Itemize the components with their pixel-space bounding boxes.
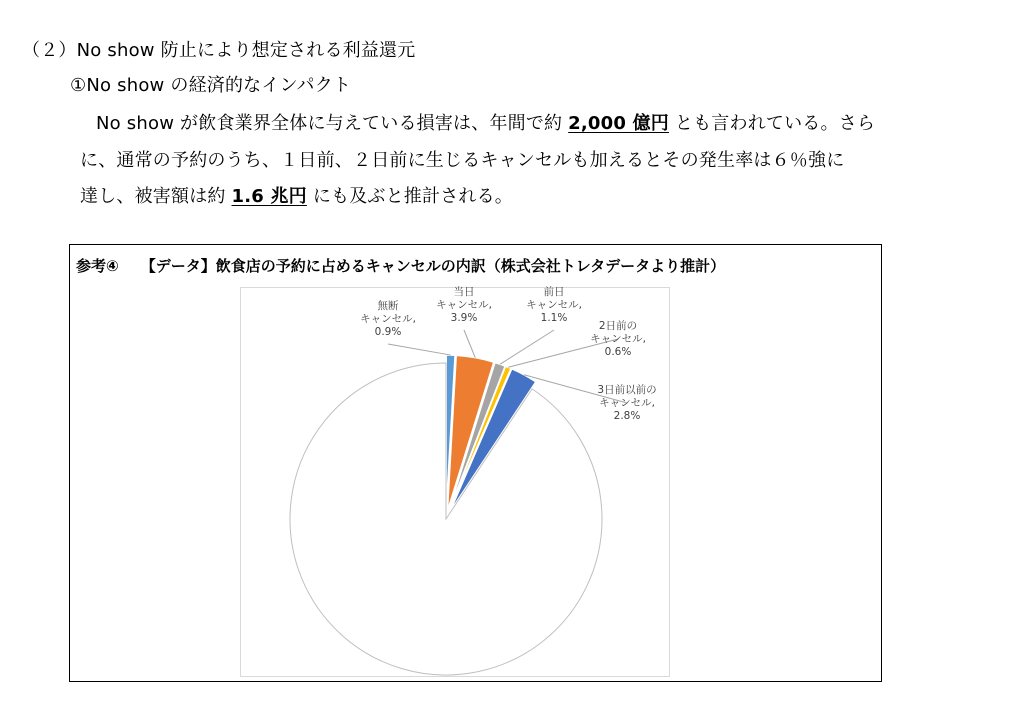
data-label-2: 前日キャンセル, 1.1% bbox=[526, 286, 582, 324]
paragraph-text: にも及ぶと推計される。 bbox=[312, 186, 514, 207]
subsection-heading: ①No show の経済的なインパクト bbox=[70, 75, 352, 96]
reference-label: 参考④ bbox=[76, 257, 119, 275]
pie-slice-5 bbox=[290, 363, 602, 675]
leader-line-2 bbox=[500, 330, 554, 364]
loss-amount-highlight: 2,000 億円 bbox=[568, 113, 669, 134]
paragraph-text: No show が飲食業界全体に与えている損害は、年間で約 bbox=[96, 113, 563, 134]
paragraph-text: とも言われている。さら bbox=[674, 113, 876, 134]
paragraph-text: 達し、被害額は約 bbox=[80, 186, 226, 207]
paragraph-line-3 bbox=[80, 182, 513, 208]
data-label-3: 2日前のキャンセル, 0.6% bbox=[590, 320, 646, 358]
reference-chart-box bbox=[69, 244, 882, 682]
section-heading: （２）No show 防止により想定される利益還元 bbox=[22, 40, 416, 61]
paragraph-line-1 bbox=[96, 109, 875, 135]
paragraph-line-2: に、通常の予約のうち、１日前、２日前に生じるキャンセルも加えるとその発生率は６％強に bbox=[80, 150, 845, 171]
data-label-1: 当日キャンセル, 3.9% bbox=[436, 286, 492, 324]
data-label-4: 3日前以前のキャンセル, 2.8% bbox=[597, 384, 657, 422]
leader-line-0 bbox=[388, 344, 451, 355]
damage-amount-highlight: 1.6 兆円 bbox=[231, 186, 307, 207]
pie-chart bbox=[70, 245, 881, 681]
leader-line-1 bbox=[464, 330, 475, 358]
data-label-0: 無断キャンセル, 0.9% bbox=[360, 300, 416, 338]
chart-title-text: 【データ】飲食店の予約に占めるキャンセルの内訳（株式会社トレタデータより推計） bbox=[140, 257, 726, 275]
